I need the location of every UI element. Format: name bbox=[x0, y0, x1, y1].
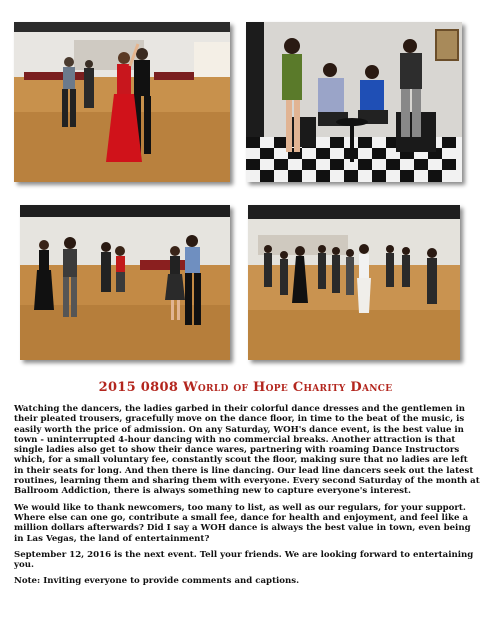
paragraph-intro: Watching the dancers, the ladies garbed in their colorful dance dresses and the gentlemen in their pleated trousers, gracefully move on the dance floor, in time to the beat of the music, is easily worth the price of admission. On any Saturday, WOH's dance event, is the best value in town - uninterrupted 4-hour dancing with no commercial breaks. Another attraction is that single ladies also get to show their dance wares, partnering with roaming Dance Instructors which, for a small voluntary fee, constantly scout the floor, making sure that no ladies are left in their seats for long. And then there is line dancing. Our lead line dancers seek out the latest routines, learning them and sharing them with everyone. Every second Saturday of the month at Ballroom Addiction, there is always something new to capture everyone's interest. bbox=[14, 404, 480, 497]
photo-line-dancing bbox=[248, 205, 460, 360]
page-title: 2015 0808 World of Hope Charity Dance bbox=[98, 380, 393, 395]
photo-group-portrait bbox=[246, 22, 462, 182]
paragraph-note: Note: Inviting everyone to provide comments and captions. bbox=[14, 576, 300, 587]
photo-couple-dancing bbox=[14, 22, 230, 182]
paragraph-thanks: We would like to thank newcomers, too many to list, as well as our regulars, for your support. Where else can one go, contribute a small fee, dance for health and enjoyment, and feel like a million dollars afterwards? Did I say a WOH dance is always the best value in town, even being in Las Vegas, the land of entertainment? bbox=[14, 502, 471, 544]
photo-dance-floor-couples bbox=[20, 205, 230, 360]
paragraph-next-event: September 12, 2016 is the next event. Tell your friends. We are looking forward to entertaining you. bbox=[14, 549, 474, 571]
article-body bbox=[14, 404, 480, 593]
